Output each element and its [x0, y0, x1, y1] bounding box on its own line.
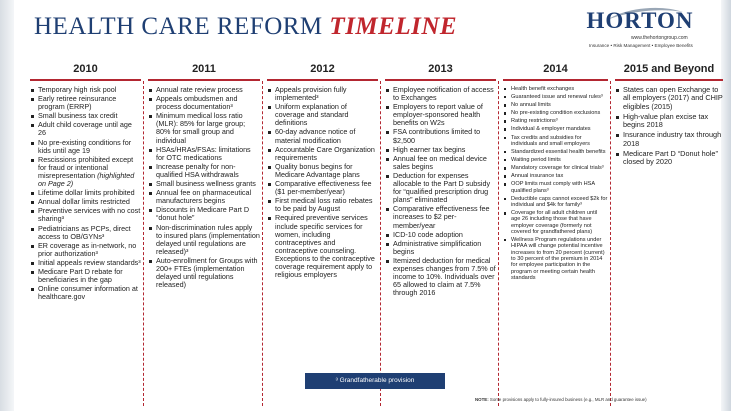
list-item: Annual fee on medical device sales begins: [385, 155, 496, 171]
list-item: 60-day advance notice of material modification: [267, 128, 378, 144]
year-rule: [30, 79, 141, 81]
year-heading: 2015 and Beyond: [623, 63, 715, 75]
list-item: ER coverage as in-network, no prior authorization³: [30, 242, 141, 258]
year-heading: 2011: [192, 63, 216, 75]
column-divider: [498, 81, 499, 406]
column-2014: [503, 59, 608, 408]
year-rule: [267, 79, 378, 81]
list-item: Required preventive services include specific services for women, including contraceptives and contraceptive counseling. Exceptions to the contraceptive coverage requirement apply to religious employers: [267, 214, 378, 279]
list-item: Health benefit exchanges: [503, 86, 608, 92]
provision-list: [267, 86, 378, 280]
list-item: FSA contributions limited to $2,500: [385, 128, 496, 144]
list-item: Discounts in Medicare Part D “donut hole”: [148, 206, 260, 222]
list-item: Annual insurance tax: [503, 173, 608, 179]
list-item: Temporary high risk pool: [30, 86, 141, 94]
list-item: Pediatricians as PCPs, direct access to OB/GYNs³: [30, 225, 141, 241]
column-2010: [30, 59, 141, 408]
logo-tagline: Insurance • Risk Management • Employee Benefits: [589, 43, 693, 48]
list-item: Uniform explanation of coverage and standard definitions: [267, 103, 378, 127]
provision-list: [615, 86, 723, 169]
column-divider: [380, 81, 381, 406]
column-divider: [143, 81, 144, 406]
list-item: Waiting period limits: [503, 157, 608, 163]
list-item: Appeals ombudsmen and process documentation³: [148, 95, 260, 111]
list-item: Quality bonus begins for Medicare Advantage plans: [267, 163, 378, 179]
list-item-text: Rescissions prohibited except for fraud or intentional misrepresentation: [38, 154, 134, 180]
list-item: ICD-10 code adoption: [385, 231, 496, 239]
provision-list: [503, 86, 608, 283]
column-divider: [262, 81, 263, 406]
list-item: Lifetime dollar limits prohibited: [30, 189, 141, 197]
year-rule: [503, 79, 608, 81]
list-item: Auto-enrollment for Groups with 200+ FTEs (implementation delayed until regulations released): [148, 257, 260, 289]
list-item: Preventive services with no cost sharing³: [30, 207, 141, 223]
list-item: No pre-existing condition exclusions: [503, 110, 608, 116]
list-item: Rating restrictions³: [503, 118, 608, 124]
list-item: Minimum medical loss ratio (MLR): 85% for large group; 80% for small group and individual: [148, 112, 260, 144]
list-item: Adult child coverage until age 26: [30, 121, 141, 137]
list-item: No pre-existing conditions for kids until age 19: [30, 139, 141, 155]
list-item: Increase penalty for non-qualified HSA withdrawals: [148, 163, 260, 179]
column-divider: [610, 81, 611, 406]
list-item: Deduction for expenses allocable to the Part D subsidy for “qualified prescription drug plans” eliminated: [385, 172, 496, 204]
column-2015-and-beyond: [615, 59, 723, 408]
list-item: HSAs/HRAs/FSAs: limitations for OTC medications: [148, 146, 260, 162]
list-item: First medical loss ratio rebates to be paid by August: [267, 197, 378, 213]
list-item: Online consumer information at healthcare.gov: [30, 285, 141, 301]
note-text: Some provisions apply to fully-insured business (e.g., MLR and guarantee issue): [489, 397, 647, 402]
list-item: Tax credits and subsidies for individuals and small employers: [503, 135, 608, 148]
list-item: Employee notification of access to Exchanges: [385, 86, 496, 102]
list-item: Early retiree reinsurance program (ERRP): [30, 95, 141, 111]
year-heading: 2014: [543, 63, 568, 75]
list-item: Appeals provision fully implemented³: [267, 86, 378, 102]
list-item: Itemized deduction for medical expenses changes from 7.5% of income to 10%. Individuals over 65 allowed to claim at 7.5% through 2016: [385, 257, 496, 297]
list-item: Individual & employer mandates: [503, 126, 608, 132]
horton-logo: [565, 6, 715, 54]
year-rule: [148, 79, 260, 81]
year-heading: 2012: [310, 63, 335, 75]
title-accent: TIMELINE: [329, 13, 458, 40]
year-heading: 2013: [428, 63, 453, 75]
year-heading: 2010: [73, 63, 98, 75]
column-2013: [385, 59, 496, 408]
list-item: States can open Exchange to all employers (2017) and CHIP eligibles (2015): [615, 86, 723, 111]
provision-list: [148, 86, 260, 290]
note-label: NOTE:: [475, 397, 489, 402]
list-item: Employers to report value of employer-sponsored health benefits on W2s: [385, 103, 496, 127]
footnote: [475, 397, 720, 402]
list-item: Annual dollar limits restricted: [30, 198, 141, 206]
list-item: Medicare Part D “Donut hole” closed by 2020: [615, 150, 723, 167]
list-item: Medicare Part D rebate for beneficiaries in the gap: [30, 268, 141, 284]
timeline: [30, 59, 724, 408]
year-rule: [615, 79, 723, 81]
list-item-note: (highlighted on Page 2): [38, 170, 135, 189]
list-item: High-value plan excise tax begins 2018: [615, 113, 723, 130]
logo-url: www.thehortongroup.com: [631, 35, 688, 41]
provision-list: [30, 86, 141, 302]
list-item: [30, 156, 141, 188]
list-item: Administrative simplification begins: [385, 240, 496, 256]
list-item: Comparative effectiveness fee ($1 per-member/year): [267, 180, 378, 196]
list-item: Small business wellness grants: [148, 180, 260, 188]
list-item: Comparative effectiveness fee increases to $2 per-member/year: [385, 205, 496, 229]
list-item: Annual fee on pharmaceutical manufacturers begins: [148, 189, 260, 205]
list-item: OOP limits must comply with HSA qualified plans³: [503, 181, 608, 194]
list-item: No annual limits: [503, 102, 608, 108]
list-item: Deductible caps cannot exceed $2k for individual and $4k for family³: [503, 196, 608, 209]
list-item: Wellness Program regulations under HIPAA will change potential incentive increases to from 20 percent (current) to 30 percent of the premium in 2014 for employee participation in the program or meeting certain health standards: [503, 237, 608, 281]
grandfatherable-legend: ³ Grandfatherable provision: [305, 373, 445, 389]
page-title: [34, 13, 457, 41]
list-item: Guaranteed issue and renewal rules³: [503, 94, 608, 100]
list-item: Coverage for all adult children until age 26 including those that have employer coverage (formerly not covered for grandfathered plans): [503, 210, 608, 235]
list-item: High earner tax begins: [385, 146, 496, 154]
provision-list: [385, 86, 496, 298]
list-item: Insurance industry tax through 2018: [615, 131, 723, 148]
list-item: Small business tax credit: [30, 112, 141, 120]
logo-name: HORTON: [586, 8, 694, 33]
list-item: Non-discrimination rules apply to insured plans (implementation delayed until regulations are released)³: [148, 224, 260, 256]
year-rule: [385, 79, 496, 81]
column-2012: [267, 59, 378, 408]
column-2011: [148, 59, 260, 408]
title-main: HEALTH CARE REFORM: [34, 13, 323, 40]
list-item: Initial appeals review standards³: [30, 259, 141, 267]
left-edge-shadow: [0, 0, 14, 411]
list-item: Standardized essential health benefits: [503, 149, 608, 155]
list-item: Mandatory coverage for clinical trials³: [503, 165, 608, 171]
list-item: Accountable Care Organization requirements: [267, 146, 378, 162]
list-item: Annual rate review process: [148, 86, 260, 94]
